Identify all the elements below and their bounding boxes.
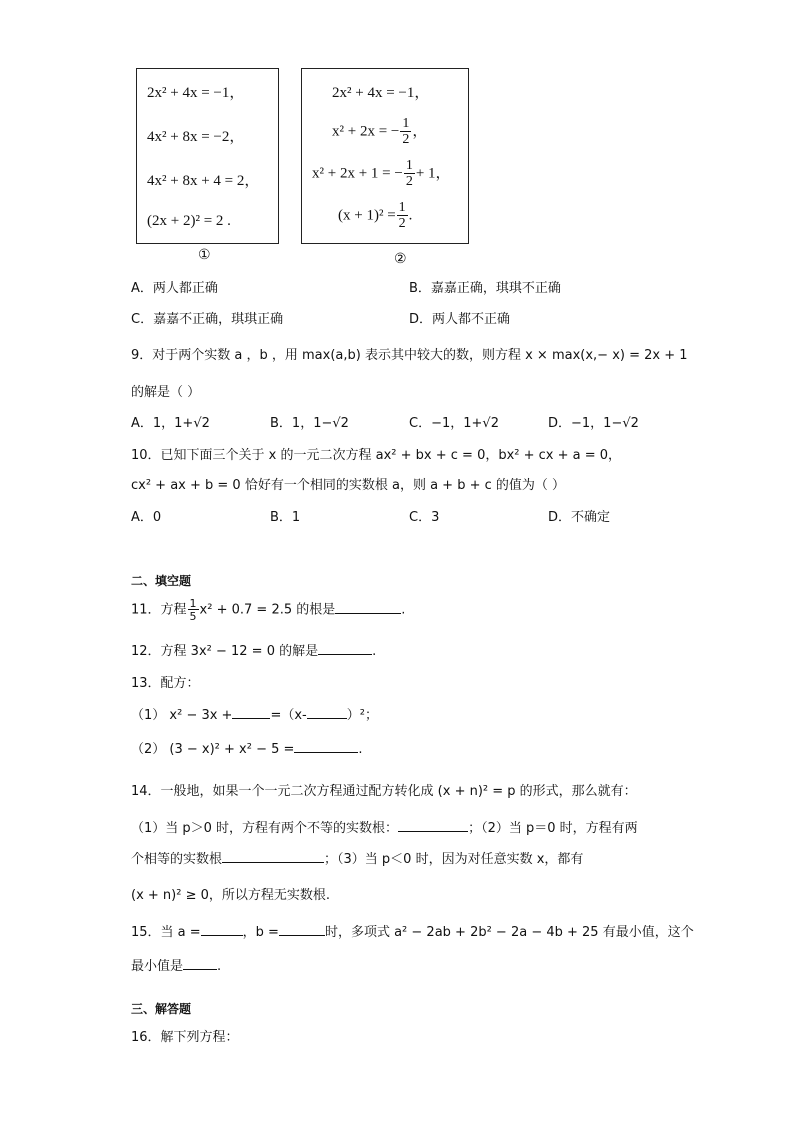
q9-option-d[interactable]: D．−1，1−√2 (548, 416, 639, 431)
q13-part1-blank2[interactable] (307, 706, 347, 719)
section-fill-in-heading: 二、填空题 (131, 574, 192, 588)
q15-b: ，b = (242, 925, 279, 940)
q15-line2-a: 最小值是 (131, 959, 184, 974)
box2-line4-right: . (408, 207, 413, 224)
q14-line2-a: （1）当 p＞0 时，方程有两个不等的实数根： (131, 821, 399, 836)
q14-line1: 14．一般地，如果一个一元二次方程通过配方转化成 (x + n)² = p 的形式，那么就有： (131, 784, 637, 799)
q15-line2-end: . (217, 959, 222, 974)
q9-stem-line2: 的解是（ ） (131, 385, 201, 400)
q13-part2-blank[interactable] (294, 740, 358, 753)
q8-option-c[interactable]: C．嘉嘉不正确，琪琪正确 (131, 312, 284, 327)
box2-line3-right: + 1， (415, 165, 451, 182)
q13-part2-end: . (358, 742, 363, 757)
q11-fraction (188, 598, 199, 622)
q14-line3 (131, 848, 583, 867)
q13-part2-a: （2） (3 − x)² + x² − 5 = (131, 742, 295, 757)
q13-part1-a: （1） x² − 3x + (131, 708, 233, 723)
box2-line4 (338, 201, 412, 231)
q9-option-c[interactable]: C．−1，1+√2 (409, 416, 499, 431)
q14-answer-blank1[interactable] (398, 819, 468, 832)
q9-option-a[interactable]: A．1，1+√2 (131, 416, 210, 431)
box2-line2-num: 1 (402, 116, 410, 131)
q11-num: 1 (189, 597, 197, 610)
q9-option-b[interactable]: B．1，1−√2 (270, 416, 349, 431)
q13-part2 (131, 738, 363, 757)
q14-line3-a: 个相等的实数根 (131, 852, 223, 867)
q10-stem-line2: cx² + ax + b = 0 恰好有一个相同的实数根 a，则 a + b + c 的值为（ ） (131, 478, 566, 493)
q10-stem-line1: 10．已知下面三个关于 x 的一元二次方程 ax² + bx + c = 0，bx² + cx + a = 0， (131, 448, 622, 463)
q14-line3-b: ；（3）当 p＜0 时，因为对任意实数 x，都有 (324, 852, 584, 867)
q13-part1-c: ）²； (346, 708, 378, 723)
box1-line3: 4x² + 8x + 4 = 2， (147, 173, 260, 189)
box2-line3-fraction (404, 159, 415, 189)
q8-option-b[interactable]: B．嘉嘉正确，琪琪不正确 (409, 281, 561, 296)
q15-answer-blank-a[interactable] (201, 923, 243, 936)
box2-line2 (332, 117, 427, 147)
box2-line3-num: 1 (405, 158, 413, 173)
q11-suffix: x² + 0.7 = 2.5 的根是 (199, 602, 336, 618)
q14-line2 (131, 817, 638, 836)
q11-end: . (401, 602, 406, 618)
box2-line2-den: 2 (402, 132, 410, 147)
q13-part1-b: =（x- (270, 708, 307, 723)
q11-prefix: 11．方程 (131, 602, 187, 618)
q11 (131, 598, 405, 622)
q13-part1 (131, 704, 378, 723)
box2-line2-right: ， (412, 123, 428, 140)
box1-line2: 4x² + 8x = −2， (147, 129, 245, 145)
box2-line3-left: x² + 2x + 1 = − (312, 165, 403, 182)
q15-answer-blank-min[interactable] (183, 957, 217, 970)
q16-stem: 16．解下列方程： (131, 1030, 239, 1045)
q13-part1-blank1[interactable] (232, 706, 270, 719)
q15-a: 15．当 a = (131, 925, 201, 940)
q8-option-a[interactable]: A．两人都正确 (131, 281, 218, 296)
q10-option-a[interactable]: A．0 (131, 510, 162, 525)
q15-line2 (131, 955, 221, 974)
solution-box-jiajia (136, 68, 279, 244)
q15-answer-blank-b[interactable] (279, 923, 325, 936)
box2-line4-fraction (397, 201, 408, 231)
q15-line1 (131, 921, 694, 940)
box2-line4-num: 1 (398, 200, 406, 215)
q15-c: 时，多项式 a² − 2ab + 2b² − 2a − 4b + 25 有最小值，这个 (324, 925, 694, 940)
q11-den: 5 (189, 610, 197, 623)
box2-line2-fraction (400, 117, 411, 147)
q11-answer-blank[interactable] (335, 601, 401, 614)
q12-prefix: 12．方程 3x² − 12 = 0 的解是 (131, 644, 319, 659)
box2-line1: 2x² + 4x = −1， (332, 85, 430, 101)
q12-answer-blank[interactable] (318, 642, 372, 655)
section-answer-heading: 三、解答题 (131, 1002, 192, 1016)
q14-line2-b: ；（2）当 p＝0 时，方程有两 (468, 821, 638, 836)
box2-line2-left: x² + 2x = − (332, 123, 400, 140)
box2-line3-den: 2 (405, 174, 413, 189)
box1-caption: ① (198, 247, 211, 263)
box2-line4-den: 2 (398, 216, 406, 231)
q14-line4: (x + n)² ≥ 0，所以方程无实数根. (131, 888, 331, 903)
q10-option-d[interactable]: D．不确定 (548, 510, 611, 525)
q8-option-d[interactable]: D．两人都不正确 (409, 312, 511, 327)
q12-end: . (372, 644, 377, 659)
q13-title: 13．配方： (131, 676, 200, 691)
q14-answer-blank2[interactable] (222, 850, 324, 863)
q12 (131, 640, 376, 659)
q9-stem-line1: 9．对于两个实数 a ，b ，用 max(a,b) 表示其中较大的数，则方程 x × max(x,− x) = 2x + 1 (131, 348, 688, 363)
box1-line1: 2x² + 4x = −1， (147, 85, 245, 101)
box2-line4-left: (x + 1)² = (338, 207, 396, 224)
box1-line4: (2x + 2)² = 2 . (147, 213, 231, 229)
q10-option-c[interactable]: C．3 (409, 510, 440, 525)
box2-line3 (312, 159, 451, 189)
q10-option-b[interactable]: B．1 (270, 510, 301, 525)
solution-box-qiqi (301, 68, 469, 244)
box2-caption: ② (394, 251, 407, 267)
